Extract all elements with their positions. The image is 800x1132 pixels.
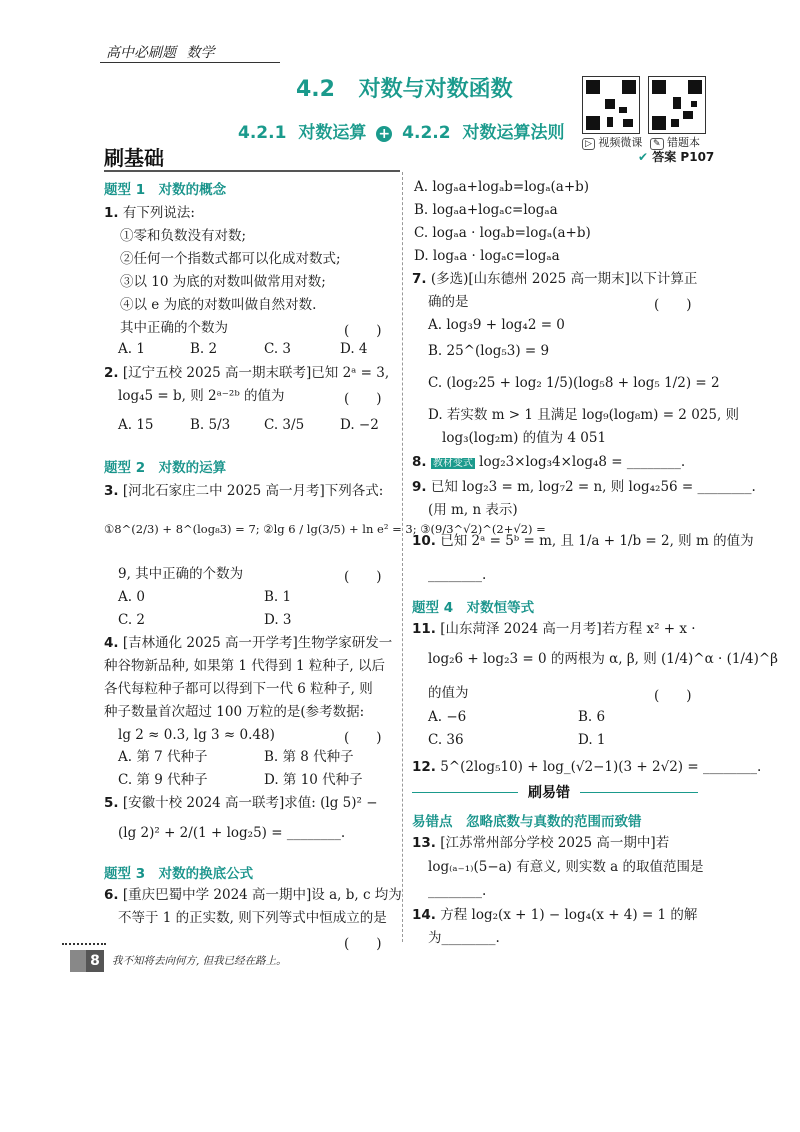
- q7-line1: 7. (多选)[山东德州 2025 高一期末]以下计算正: [412, 271, 698, 287]
- q6-line2: 不等于 1 的正实数, 则下列等式中恒成立的是: [118, 910, 387, 926]
- q13-line2: log₍ₐ₋₁₎(5−a) 有意义, 则实数 a 的取值范围是: [428, 859, 704, 875]
- q9-line2: (用 m, n 表示): [428, 502, 518, 518]
- q4-answer-blank[interactable]: ( ): [344, 730, 382, 746]
- q7-line2: 确的是: [428, 294, 469, 310]
- q2-option-d[interactable]: D. −2: [340, 417, 379, 433]
- q11-line3: 的值为: [428, 685, 469, 701]
- running-header: [106, 42, 214, 62]
- q2-option-b[interactable]: B. 5/3: [190, 417, 231, 433]
- section-a-title: 对数运算: [298, 123, 367, 143]
- category-t4: 题型 4 对数恒等式: [412, 600, 535, 616]
- q3-answer-blank[interactable]: ( ): [344, 569, 382, 585]
- textbook-variant-tag: 教材变式: [432, 458, 473, 469]
- header-rule: [100, 62, 280, 63]
- section-b-title: 对数运算法则: [462, 123, 565, 143]
- q9-line1[interactable]: 9. 已知 log₂3 = m, log₇2 = n, 则 log₄₂56 = ________.: [412, 479, 756, 495]
- q7-answer-blank[interactable]: ( ): [654, 297, 692, 313]
- q4-line5: lg 2 ≈ 0.3, lg 3 ≈ 0.48): [118, 727, 275, 743]
- banner-rule: [104, 170, 400, 172]
- q7-option-d-line1[interactable]: D. 若实数 m > 1 且满足 log₉(log₈m) = 2 025, 则: [428, 407, 740, 423]
- qr-code-error-icon[interactable]: [648, 76, 706, 134]
- q11-line1: 11. [山东菏泽 2024 高一月考]若方程 x² + x ·: [412, 621, 696, 637]
- q7-option-c[interactable]: C. (log₂25 + log₂ 1/5)(log₅8 + log₅ 1/2) = 2: [428, 375, 720, 391]
- q3-line3: 9, 其中正确的个数为: [118, 566, 244, 582]
- q2-option-a[interactable]: A. 15: [118, 417, 154, 433]
- q5-line2[interactable]: (lg 2)² + 2/(1 + log₂5) = ________.: [118, 825, 346, 841]
- subject: 数学: [186, 45, 215, 61]
- q4-option-b[interactable]: B. 第 8 代种子: [264, 749, 354, 765]
- q8-line[interactable]: 8. 教材变式 log₂3×log₃4×log₄8 = ________.: [412, 454, 686, 470]
- category-t2: 题型 2 对数的运算: [104, 460, 227, 476]
- banner-basics: 刷基础: [104, 146, 164, 170]
- q6-option-a[interactable]: A. logₐa+logₐb=logₐ(a+b): [414, 179, 590, 195]
- q6-answer-blank[interactable]: ( ): [344, 936, 382, 952]
- chapter-num: 4.2: [296, 77, 335, 102]
- q11-option-d[interactable]: D. 1: [578, 732, 606, 748]
- book-title: 高中必刷题: [106, 45, 176, 61]
- qr-error-label: ✎ 错题本: [650, 134, 700, 150]
- q4-line3: 各代每粒种子都可以得到下一代 6 粒种子, 则: [104, 681, 373, 697]
- q2-line1: 2. [辽宁五校 2025 高一期末联考]已知 2ᵃ = 3,: [104, 365, 390, 381]
- q3-line1: 3. [河北石家庄二中 2025 高一月考]下列各式:: [104, 483, 384, 499]
- q4-line1: 4. [吉林通化 2025 高一开学考]生物学家研发一: [104, 635, 393, 651]
- q7-option-a[interactable]: A. log₃9 + log₄2 = 0: [428, 317, 565, 333]
- column-divider: [402, 172, 403, 942]
- q3-option-d[interactable]: D. 3: [264, 612, 292, 628]
- chapter-name: 对数与对数函数: [358, 77, 513, 102]
- q10-line2[interactable]: ________.: [428, 567, 487, 583]
- q10-line1: 10. 已知 2ᵃ = 5ᵇ = m, 且 1/a + 1/b = 2, 则 m 的值为: [412, 533, 754, 549]
- q1-s1: ①零和负数没有对数;: [120, 228, 247, 244]
- q13-line1: 13. [江苏常州部分学校 2025 高一期中]若: [412, 835, 670, 851]
- q6-option-c[interactable]: C. logₐa · logₐb=logₐ(a+b): [414, 225, 591, 241]
- answer-ref[interactable]: ✔ 答案 P107: [638, 150, 715, 164]
- q11-option-a[interactable]: A. −6: [428, 709, 467, 725]
- q1-s3: ③以 10 为底的对数叫做常用对数;: [120, 274, 326, 290]
- q3-line2: ①8^(2/3) + 8^(log₈3) = 7; ②lg 6 / lg(3/5) + ln e² = 3; ③(9/3^√2)^(2+√2) =: [104, 522, 546, 536]
- q1-s2: ②任何一个指数式都可以化成对数式;: [120, 251, 341, 267]
- q7-option-b[interactable]: B. 25^(log₅3) = 9: [428, 343, 550, 359]
- q11-answer-blank[interactable]: ( ): [654, 688, 692, 704]
- q12-line[interactable]: 12. 5^(2log₅10) + log_(√2−1)(3 + 2√2) = ________.: [412, 759, 762, 775]
- q3-option-a[interactable]: A. 0: [118, 589, 145, 605]
- q2-answer-blank[interactable]: ( ): [344, 391, 382, 407]
- q11-line2: log₂6 + log₂3 = 0 的两根为 α, β, 则 (1/4)^α · (1/4)^β: [428, 651, 778, 667]
- q5-line1: 5. [安徽十校 2024 高一联考]求值: (lg 5)² −: [104, 795, 378, 811]
- q1-s4: ④以 e 为底的对数叫做自然对数.: [120, 297, 317, 313]
- chapter-title: [296, 72, 513, 103]
- q4-option-c[interactable]: C. 第 9 代种子: [118, 772, 208, 788]
- qr-code-video-icon[interactable]: [582, 76, 640, 134]
- q4-line2: 种谷物新品种, 如果第 1 代得到 1 粒种子, 以后: [104, 658, 386, 674]
- q1-option-a[interactable]: A. 1: [118, 341, 145, 357]
- play-icon: ▷: [582, 138, 595, 150]
- footer-block: [70, 950, 86, 972]
- q1-ask: 其中正确的个数为: [120, 320, 228, 336]
- page-number: 8: [86, 950, 104, 972]
- q6-line1: 6. [重庆巴蜀中学 2024 高一期中]设 a, b, c 均为: [104, 887, 402, 903]
- category-t3: 题型 3 对数的换底公式: [104, 866, 254, 882]
- qr-video-label: ▷ 视频微课: [582, 134, 642, 150]
- section-title: [238, 118, 565, 143]
- q2-option-c[interactable]: C. 3/5: [264, 417, 305, 433]
- banner-errors: 刷易错: [518, 782, 580, 802]
- checkmark-icon: ✔: [638, 150, 649, 164]
- category-t1: 题型 1 对数的概念: [104, 182, 227, 198]
- q7-option-d-line2: log₃(log₂m) 的值为 4 051: [442, 430, 607, 446]
- q14-line1: 14. 方程 log₂(x + 1) − log₄(x + 4) = 1 的解: [412, 907, 698, 923]
- notebook-icon: ✎: [650, 138, 664, 150]
- q3-option-b[interactable]: B. 1: [264, 589, 292, 605]
- q3-option-c[interactable]: C. 2: [118, 612, 146, 628]
- section-b-num: 4.2.2: [402, 123, 451, 143]
- section-a-num: 4.2.1: [238, 123, 287, 143]
- q1-option-c[interactable]: C. 3: [264, 341, 292, 357]
- q6-option-d[interactable]: D. logₐa · logₐc=logₐa: [414, 248, 560, 264]
- q1-option-d[interactable]: D. 4: [340, 341, 368, 357]
- q4-option-a[interactable]: A. 第 7 代种子: [118, 749, 208, 765]
- q4-option-d[interactable]: D. 第 10 代种子: [264, 772, 363, 788]
- q14-line2[interactable]: 为________.: [428, 930, 500, 946]
- q11-option-c[interactable]: C. 36: [428, 732, 464, 748]
- q1-stem: 1. 有下列说法:: [104, 205, 195, 221]
- plus-icon: +: [376, 126, 392, 142]
- q13-line3[interactable]: ________.: [428, 883, 487, 899]
- q11-option-b[interactable]: B. 6: [578, 709, 606, 725]
- q2-line2: log₄5 = b, 则 2ᵃ⁻²ᵇ 的值为: [118, 388, 285, 404]
- q4-line4: 种子数量首次超过 100 万粒的是(参考数据:: [104, 704, 365, 720]
- q1-option-b[interactable]: B. 2: [190, 341, 218, 357]
- footer-motto: 我不知将去向何方, 但我已经在路上。: [112, 955, 287, 967]
- q6-option-b[interactable]: B. logₐa+logₐc=logₐa: [414, 202, 558, 218]
- footer-dots: [62, 943, 106, 945]
- category-e1: 易错点 忽略底数与真数的范围而致错: [412, 814, 642, 830]
- q1-answer-blank[interactable]: ( ): [344, 323, 382, 339]
